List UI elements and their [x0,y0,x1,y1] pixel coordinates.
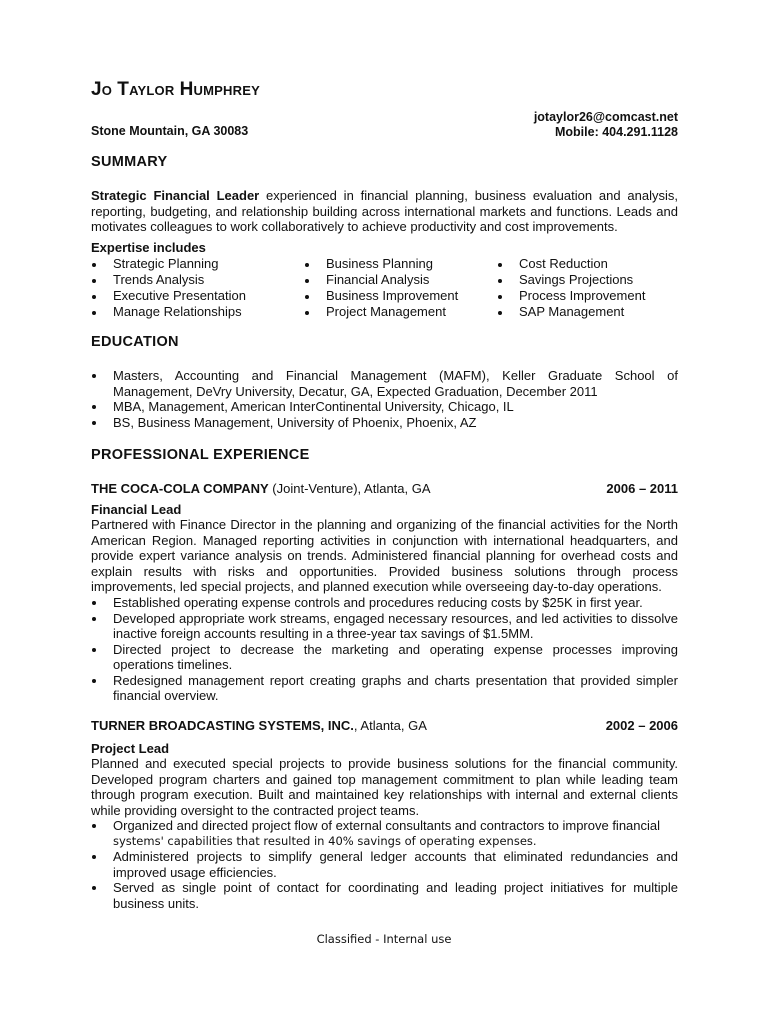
list-item: Business Improvement [304,288,504,304]
list-item: Administered projects to simplify general ledger accounts that eliminated redundancies and improved usage efficiencies. [91,849,678,880]
contact-block [534,110,678,140]
list-item: Executive Presentation [91,288,291,304]
list-item: Masters, Accounting and Financial Management (MAFM), Keller Graduate School of Management, DeVry University, Decatur, GA, Expected Graduation, December 2011 [91,368,678,399]
job2-role: Project Lead [91,741,170,756]
mobile-number: Mobile: 404.291.1128 [555,125,678,139]
list-item: Project Management [304,304,504,320]
location: Stone Mountain, GA 30083 [91,124,249,138]
job1-description: Partnered with Finance Director in the planning and organizing of the financial activities for the North American Region. Managed reporting activities in conjunction with international headquarters, and provide expert variance analysis on trends. Administered financial planning for overhead costs and explain results with risks and opportunities. Provided business solutions through process improvements, led special projects, and planned execution while overseeing day-to-day operations. [91,517,678,594]
job1-achievements [91,595,678,704]
list-item: Cost Reduction [497,256,697,272]
classification-footer: Classified - Internal use [316,932,452,946]
job2-dates: 2002 – 2006 [605,718,678,733]
list-item: Redesigned management report creating graphs and charts presentation that provided simpler financial overview. [91,673,678,704]
expertise-label: Expertise includes [91,240,206,255]
list-item: Financial Analysis [304,272,504,288]
summary-text: experienced in financial planning, business evaluation and analysis, reporting, budgeting, and relationship building across international markets and functions. Leads and motivates colleagues to work collaboratively to achieve productivity and cost improvements. [91,188,678,234]
job1-role: Financial Lead [91,502,182,517]
education-list [91,368,678,430]
job2-company: TURNER BROADCASTING SYSTEMS, INC., Atlanta, GA [91,718,427,733]
list-item: Savings Projections [497,272,697,288]
summary-heading: SUMMARY [91,154,168,170]
list-item: Served as single point of contact for coordinating and leading project initiatives for multiple business units. [91,880,678,911]
list-item: Organized and directed project flow of external consultants and contractors to improve financial systems' capabilities that resulted in 40% savings of operating expenses. [91,818,678,849]
list-item: Business Planning [304,256,504,272]
list-item: Directed project to decrease the marketing and operating expense processes improving operations timelines. [91,642,678,673]
list-item: Process Improvement [497,288,697,304]
list-item: SAP Management [497,304,697,320]
list-item: MBA, Management, American InterContinental University, Chicago, IL [91,399,678,415]
expertise-column-2 [304,256,504,320]
expertise-column-3 [497,256,697,320]
list-item: Manage Relationships [91,304,291,320]
list-item: Strategic Planning [91,256,291,272]
experience-heading: PROFESSIONAL EXPERIENCE [91,447,310,463]
list-item: Trends Analysis [91,272,291,288]
candidate-name: Jo Taylor Humphrey [91,79,260,100]
job2-description: Planned and executed special projects to provide business solutions for the financial community. Developed program charters and gained top management commitment to plan while leading team through program execution. Built and maintained key relationships with internal and external clients while providing oversight to the contracted project teams. [91,756,678,818]
expertise-column-1 [91,256,291,320]
list-item: BS, Business Management, University of Phoenix, Phoenix, AZ [91,415,678,431]
job1-company: THE COCA-COLA COMPANY (Joint-Venture), Atlanta, GA [91,481,431,496]
list-item: Developed appropriate work streams, engaged necessary resources, and led activities to dissolve inactive foreign accounts resulting in a three-year tax savings of $1.5MM. [91,611,678,642]
list-item: Established operating expense controls and procedures reducing costs by $25K in first year. [91,595,678,611]
email-link[interactable]: jotaylor26@comcast.net [533,110,678,124]
summary-paragraph [91,188,678,235]
job2-achievements [91,818,678,911]
summary-lead: Strategic Financial Leader [91,188,260,203]
education-heading: EDUCATION [91,334,179,350]
job1-dates: 2006 – 2011 [606,481,678,496]
